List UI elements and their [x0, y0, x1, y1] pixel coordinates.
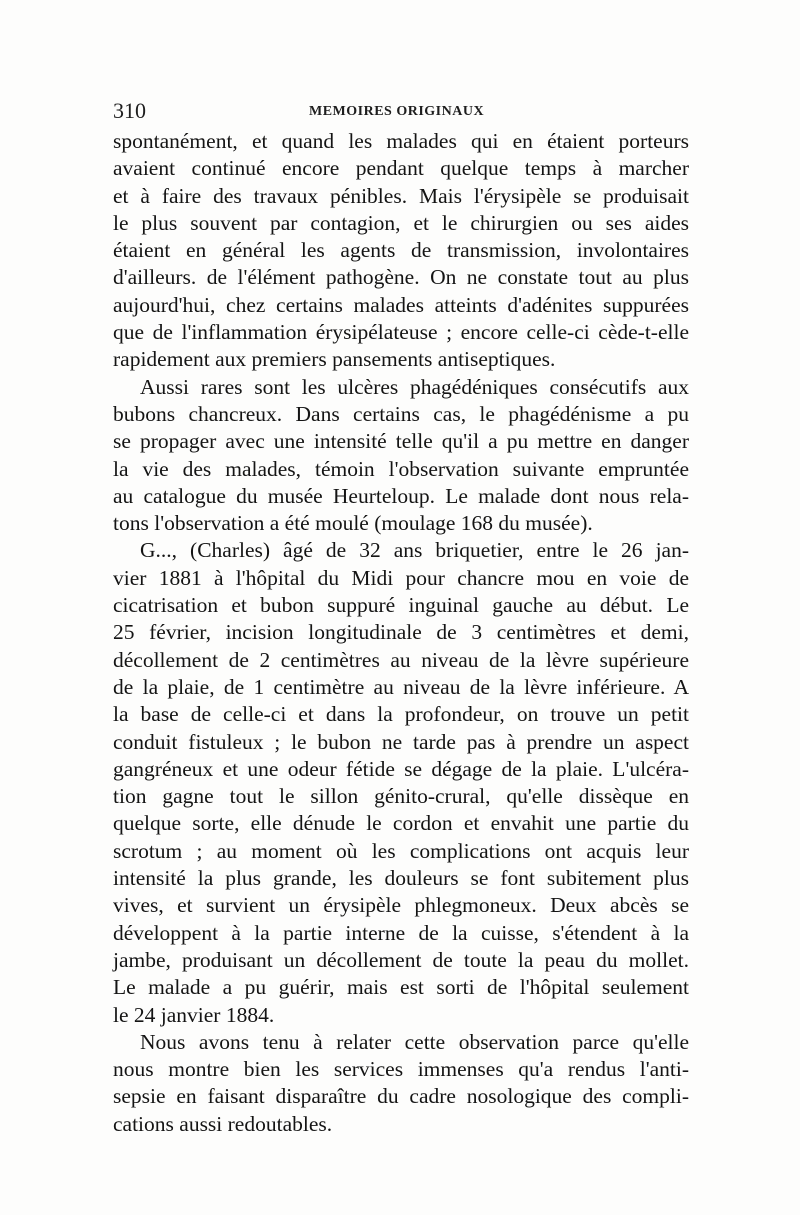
text-line: la vie des malades, témoin l'observation suivante empruntée [113, 456, 689, 481]
text-line: de la plaie, de 1 centimètre au niveau de la lèvre inférieure. A [113, 674, 689, 699]
text-line: se propager avec une intensité telle qu'il a pu mettre en danger [113, 429, 689, 454]
text-line: d'ailleurs. de l'élément pathogène. On ne constate tout au plus [113, 265, 689, 290]
text-line: avaient continué encore pendant quelque temps à marcher [113, 156, 689, 181]
text-line: sepsie en faisant disparaître du cadre nosologique des compli- [113, 1084, 689, 1109]
text-line: au catalogue du musée Heurteloup. Le malade dont nous rela- [113, 483, 689, 508]
text-line: G..., (Charles) âgé de 32 ans briquetier, entre le 26 jan- [140, 538, 689, 563]
text-line: gangréneux et une odeur fétide se dégage de la plaie. L'ulcéra- [113, 756, 689, 781]
text-line: nous montre bien les services immenses qu'a rendus l'anti- [113, 1057, 689, 1082]
text-line: jambe, produisant un décollement de toute la peau du mollet. [113, 947, 689, 972]
running-title: MEMOIRES ORIGINAUX [309, 104, 485, 119]
text-line: intensité la plus grande, les douleurs se font subitement plus [113, 866, 689, 891]
text-line: bubons chancreux. Dans certains cas, le phagédénisme a pu [113, 401, 689, 426]
text-line: développent à la partie interne de la cuisse, s'étendent à la [113, 920, 689, 945]
text-line: Nous avons tenu à relater cette observation parce qu'elle [140, 1029, 689, 1054]
text-line: scrotum ; au moment où les complications ont acquis leur [113, 838, 689, 863]
text-line: tons l'observation a été moulé (moulage 168 du musée). [113, 511, 593, 536]
text-line: et à faire des travaux pénibles. Mais l'érysipèle se produisait [113, 183, 689, 208]
text-line: aujourd'hui, chez certains malades atteints d'adénites suppurées [113, 292, 689, 317]
running-head [113, 98, 689, 126]
text-line: cations aussi redoutables. [113, 1111, 333, 1136]
text-line: spontanément, et quand les malades qui en étaient porteurs [113, 129, 689, 153]
text-line: étaient en général les agents de transmission, involontaires [113, 238, 689, 263]
text-line: Le malade a pu guérir, mais est sorti de l'hôpital seulement [113, 975, 689, 1000]
text-line: quelque sorte, elle dénude le cordon et envahit une partie du [113, 811, 689, 836]
text-line: le plus souvent par contagion, et le chirurgien ou ses aides [113, 210, 689, 235]
text-line: la base de celle-ci et dans la profondeur, on trouve un petit [113, 702, 689, 727]
text-line: tion gagne tout le sillon génito-crural, qu'elle dissèque en [113, 784, 689, 809]
text-line: que de l'inflammation érysipélateuse ; encore celle-ci cède-t-elle [113, 320, 689, 345]
page-number: 310 [113, 98, 146, 123]
text-line: cicatrisation et bubon suppuré inguinal gauche au début. Le [113, 593, 689, 618]
text-line: Aussi rares sont les ulcères phagédéniques consécutifs aux [140, 374, 689, 399]
text-line: vier 1881 à l'hôpital du Midi pour chancre mou en voie de [113, 565, 689, 590]
text-line: vives, et survient un érysipèle phlegmoneux. Deux abcès se [113, 893, 689, 918]
text-line: le 24 janvier 1884. [113, 1002, 275, 1027]
body-text [113, 128, 689, 1138]
text-line: 25 février, incision longitudinale de 3 centimètres et demi, [113, 620, 689, 645]
text-line: conduit fistuleux ; le bubon ne tarde pas à prendre un aspect [113, 729, 689, 754]
text-line: rapidement aux premiers pansements antiseptiques. [113, 347, 556, 372]
text-line: décollement de 2 centimètres au niveau de la lèvre supérieure [113, 647, 689, 672]
